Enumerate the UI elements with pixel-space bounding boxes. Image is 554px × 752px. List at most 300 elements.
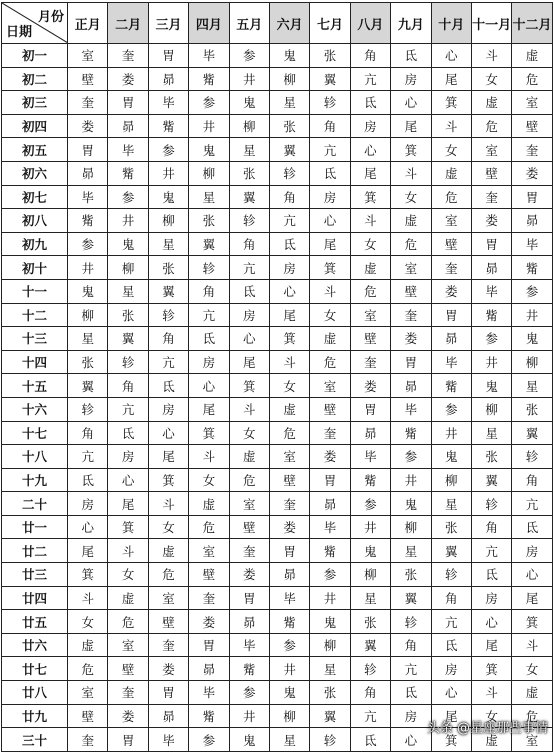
mansion-cell: 女 (512, 657, 552, 681)
table-row (2, 44, 553, 68)
mansion-cell: 心 (431, 44, 471, 68)
mansion-cell: 亢 (229, 256, 269, 280)
mansion-cell: 胃 (512, 185, 552, 209)
mansion-cell: 亢 (310, 138, 350, 162)
mansion-cell: 翼 (108, 327, 148, 351)
mansion-cell: 张 (310, 681, 350, 705)
day-label: 廿一 (2, 515, 68, 539)
mansion-cell: 角 (148, 327, 188, 351)
mansion-cell: 井 (189, 114, 229, 138)
mansion-cell: 房 (431, 657, 471, 681)
table-row (2, 374, 553, 398)
mansion-cell: 昴 (108, 114, 148, 138)
day-label: 初七 (2, 185, 68, 209)
mansion-cell: 箕 (189, 421, 229, 445)
mansion-cell: 参 (512, 279, 552, 303)
mansion-cell: 井 (350, 515, 390, 539)
month-header: 八月 (350, 3, 390, 44)
mansion-cell: 壁 (108, 657, 148, 681)
mansion-cell: 室 (350, 303, 390, 327)
mansion-cell: 柳 (108, 256, 148, 280)
mansion-cell: 房 (68, 492, 108, 516)
mansion-cell: 斗 (148, 492, 188, 516)
mansion-cell: 心 (68, 515, 108, 539)
table-row (2, 91, 553, 115)
mansion-cell: 氐 (350, 728, 390, 752)
mansion-cell: 参 (431, 397, 471, 421)
mansion-cell: 昴 (350, 421, 390, 445)
mansion-cell: 柳 (350, 563, 390, 587)
mansion-cell: 氐 (350, 91, 390, 115)
mansion-cell: 觜 (350, 468, 390, 492)
mansion-cell: 参 (189, 728, 229, 752)
mansion-cell: 参 (391, 445, 431, 469)
mansion-cell: 觜 (189, 67, 229, 91)
mansion-cell: 娄 (310, 445, 350, 469)
mansion-cell: 箕 (431, 728, 471, 752)
mansion-cell: 壁 (512, 114, 552, 138)
mansion-cell: 胃 (350, 397, 390, 421)
mansion-cell: 角 (108, 374, 148, 398)
mansion-cell: 危 (471, 114, 511, 138)
mansion-cell: 虚 (431, 161, 471, 185)
mansion-cell: 虚 (512, 44, 552, 68)
mansion-cell: 参 (108, 185, 148, 209)
mansion-cell: 角 (431, 586, 471, 610)
mansion-cell: 鬼 (269, 681, 309, 705)
mansion-cell: 亢 (68, 445, 108, 469)
mansion-cell: 危 (269, 421, 309, 445)
mansion-cell: 昴 (229, 610, 269, 634)
mansion-cell: 危 (512, 704, 552, 728)
mansion-cell: 氐 (269, 232, 309, 256)
mansion-cell: 亢 (471, 539, 511, 563)
mansion-cell: 井 (229, 67, 269, 91)
table-row (2, 209, 553, 233)
watermark: 头条 @星座那些事情 (426, 721, 548, 736)
mansion-cell: 角 (269, 185, 309, 209)
mansion-cell: 亢 (350, 704, 390, 728)
mansion-cell: 胃 (471, 232, 511, 256)
day-label: 十八 (2, 445, 68, 469)
table-row (2, 633, 553, 657)
table-row (2, 492, 553, 516)
mansion-cell: 尾 (431, 704, 471, 728)
mansion-cell: 房 (391, 67, 431, 91)
mansion-cell: 张 (391, 563, 431, 587)
mansion-cell: 氐 (68, 468, 108, 492)
day-label: 十四 (2, 350, 68, 374)
mansion-cell: 井 (269, 657, 309, 681)
mansion-cell: 虚 (68, 633, 108, 657)
day-label: 初八 (2, 209, 68, 233)
mansion-cell: 室 (512, 728, 552, 752)
mansion-cell: 张 (148, 256, 188, 280)
month-header: 十二月 (512, 3, 552, 44)
mansion-cell: 虚 (471, 91, 511, 115)
mansion-cell: 女 (189, 468, 229, 492)
mansion-cell: 参 (471, 327, 511, 351)
mansion-cell: 虚 (471, 728, 511, 752)
mansion-cell: 危 (68, 657, 108, 681)
mansion-cell: 轸 (350, 657, 390, 681)
table-row (2, 327, 553, 351)
mansion-cell: 虚 (269, 397, 309, 421)
day-label: 廿六 (2, 633, 68, 657)
mansion-cell: 心 (391, 91, 431, 115)
mansion-cell: 女 (350, 232, 390, 256)
mansion-cell: 房 (310, 185, 350, 209)
mansion-cell: 翼 (391, 586, 431, 610)
mansion-cell: 尾 (310, 232, 350, 256)
mansion-cell: 毕 (512, 232, 552, 256)
mansion-cell: 心 (310, 209, 350, 233)
mansion-cell: 胃 (148, 44, 188, 68)
month-header: 四月 (189, 3, 229, 44)
mansion-cell: 奎 (391, 303, 431, 327)
mansion-cell: 壁 (471, 161, 511, 185)
day-label: 初一 (2, 44, 68, 68)
table-row (2, 185, 553, 209)
table-row (2, 350, 553, 374)
mansion-cell: 奎 (189, 586, 229, 610)
table-row (2, 303, 553, 327)
mansion-cell: 柳 (391, 515, 431, 539)
mansion-cell: 斗 (471, 681, 511, 705)
mansion-cell: 虚 (350, 256, 390, 280)
mansion-cell: 星 (391, 539, 431, 563)
mansion-cell: 星 (310, 657, 350, 681)
mansion-cell: 毕 (431, 350, 471, 374)
mansion-cell: 井 (229, 704, 269, 728)
mansion-cell: 奎 (68, 728, 108, 752)
table-row (2, 421, 553, 445)
mansion-cell: 星 (68, 327, 108, 351)
mansion-cell: 柳 (189, 161, 229, 185)
mansion-cell: 箕 (512, 610, 552, 634)
mansion-cell: 胃 (148, 681, 188, 705)
mansion-cell: 壁 (229, 515, 269, 539)
mansion-cell: 鬼 (148, 185, 188, 209)
mansion-cell: 斗 (350, 209, 390, 233)
day-label: 廿七 (2, 657, 68, 681)
mansion-cell: 翼 (431, 539, 471, 563)
mansion-cell: 轸 (310, 728, 350, 752)
mansion-cell: 轸 (229, 209, 269, 233)
mansion-cell: 虚 (108, 586, 148, 610)
mansion-cell: 星 (229, 138, 269, 162)
mansion-cell: 氐 (189, 327, 229, 351)
mansion-cell: 壁 (68, 67, 108, 91)
day-label: 廿八 (2, 681, 68, 705)
day-label: 十二 (2, 303, 68, 327)
mansion-cell: 心 (148, 421, 188, 445)
mansion-cell: 柳 (68, 303, 108, 327)
mansion-cell: 角 (310, 114, 350, 138)
mansion-cell: 奎 (350, 350, 390, 374)
mansion-cell: 毕 (471, 279, 511, 303)
table-row (2, 515, 553, 539)
mansion-cell: 箕 (310, 256, 350, 280)
day-label: 十六 (2, 397, 68, 421)
mansion-cell: 觜 (189, 704, 229, 728)
table-row (2, 610, 553, 634)
mansion-cell: 危 (229, 468, 269, 492)
day-label: 廿三 (2, 563, 68, 587)
mansion-cell: 张 (512, 397, 552, 421)
mansion-cell: 鬼 (68, 279, 108, 303)
mansion-cell: 虚 (148, 539, 188, 563)
mansion-cell: 虚 (391, 209, 431, 233)
mansion-cell: 昴 (189, 657, 229, 681)
mansion-cell: 尾 (269, 303, 309, 327)
mansion-cell: 箕 (391, 138, 431, 162)
table-row (2, 232, 553, 256)
mansion-cell: 星 (189, 185, 229, 209)
day-label: 廿二 (2, 539, 68, 563)
mansion-cell: 胃 (431, 303, 471, 327)
mansion-cell: 氐 (471, 563, 511, 587)
mansion-cell: 女 (108, 563, 148, 587)
mansion-cell: 翼 (148, 279, 188, 303)
table-body (2, 44, 553, 752)
month-header: 七月 (310, 3, 350, 44)
mansion-cell: 翼 (189, 232, 229, 256)
mansion-cell: 壁 (189, 563, 229, 587)
mansion-cell: 毕 (68, 185, 108, 209)
mansion-cell: 氐 (431, 633, 471, 657)
table-row (2, 397, 553, 421)
day-label: 二十 (2, 492, 68, 516)
day-label: 廿四 (2, 586, 68, 610)
mansion-cell: 张 (431, 515, 471, 539)
table-row (2, 138, 553, 162)
day-label: 初三 (2, 91, 68, 115)
mansion-cell: 尾 (350, 161, 390, 185)
mansion-cell: 奎 (108, 44, 148, 68)
mansion-cell: 轸 (189, 256, 229, 280)
table-row (2, 468, 553, 492)
corner-cell (2, 3, 68, 44)
mansion-cell: 胃 (310, 468, 350, 492)
table-row (2, 279, 553, 303)
table-row (2, 445, 553, 469)
table-row (2, 67, 553, 91)
mansion-cell: 虚 (310, 327, 350, 351)
table-row (2, 256, 553, 280)
mansion-cell: 鬼 (269, 44, 309, 68)
mansion-cell: 斗 (391, 161, 431, 185)
mansion-cell: 柳 (148, 209, 188, 233)
mansion-cell: 轸 (471, 492, 511, 516)
mansion-cell: 虚 (512, 681, 552, 705)
mansion-cell: 斗 (68, 586, 108, 610)
mansion-cell: 虚 (189, 492, 229, 516)
mansion-cell: 娄 (431, 279, 471, 303)
mansion-cell: 亢 (108, 397, 148, 421)
mansion-cell: 井 (391, 468, 431, 492)
mansion-cell: 昴 (431, 327, 471, 351)
mansion-cell: 胃 (108, 91, 148, 115)
mansion-cell: 奎 (269, 492, 309, 516)
mansion-cell: 星 (148, 232, 188, 256)
mansion-cell: 鬼 (391, 492, 431, 516)
mansion-cell: 女 (310, 303, 350, 327)
mansion-cell: 氐 (108, 421, 148, 445)
mansion-cell: 娄 (148, 657, 188, 681)
month-header: 五月 (229, 3, 269, 44)
mansion-cell: 斗 (269, 350, 309, 374)
mansion-cell: 井 (148, 161, 188, 185)
mansion-cell: 斗 (189, 445, 229, 469)
mansion-cell: 觜 (68, 209, 108, 233)
mansion-cell: 毕 (189, 44, 229, 68)
mansion-cell: 张 (310, 44, 350, 68)
mansion-cell: 尾 (391, 114, 431, 138)
mansion-cell: 心 (350, 138, 390, 162)
mansion-cell: 觜 (431, 374, 471, 398)
mansion-cell: 女 (471, 67, 511, 91)
mansion-cell: 奎 (68, 91, 108, 115)
mansion-cell: 女 (148, 515, 188, 539)
mansion-cell: 轸 (148, 303, 188, 327)
mansion-cell: 张 (471, 445, 511, 469)
day-label: 初五 (2, 138, 68, 162)
mansion-cell: 尾 (148, 445, 188, 469)
mansion-cell: 胃 (68, 138, 108, 162)
mansion-cell: 角 (189, 279, 229, 303)
mansion-cell: 亢 (189, 303, 229, 327)
mansion-cell: 房 (269, 256, 309, 280)
mansion-cell: 女 (229, 421, 269, 445)
mansion-cell: 觜 (471, 303, 511, 327)
mansion-cell: 翼 (269, 138, 309, 162)
mansion-cell: 胃 (391, 350, 431, 374)
mansion-cell: 鬼 (108, 232, 148, 256)
mansion-cell: 箕 (269, 327, 309, 351)
mansion-cell: 角 (471, 515, 511, 539)
mansion-cell: 危 (391, 232, 431, 256)
mansion-cell: 觜 (391, 421, 431, 445)
mansion-cell: 室 (269, 445, 309, 469)
mansion-cell: 危 (350, 279, 390, 303)
mansion-cell: 室 (431, 209, 471, 233)
mansion-cell: 女 (431, 138, 471, 162)
mansion-cell: 箕 (229, 374, 269, 398)
mansion-cell: 心 (229, 327, 269, 351)
mansion-cell: 鬼 (310, 610, 350, 634)
mansion-cell: 参 (229, 681, 269, 705)
month-header: 九月 (391, 3, 431, 44)
day-label: 初四 (2, 114, 68, 138)
mansion-cell: 昴 (269, 563, 309, 587)
mansion-cell: 轸 (108, 350, 148, 374)
mansion-cell: 觜 (148, 114, 188, 138)
mansion-cell: 角 (350, 681, 390, 705)
mansion-cell: 张 (229, 161, 269, 185)
header-row (2, 3, 553, 44)
mansion-cell: 壁 (269, 468, 309, 492)
mansion-cell: 张 (108, 303, 148, 327)
day-label: 十一 (2, 279, 68, 303)
mansion-cell: 室 (189, 539, 229, 563)
table-row (2, 563, 553, 587)
mansion-cell: 壁 (68, 704, 108, 728)
mansion-cell: 觜 (269, 610, 309, 634)
mansion-cell: 井 (68, 256, 108, 280)
mansion-cell: 房 (391, 704, 431, 728)
mansion-cell: 翼 (350, 633, 390, 657)
month-header: 六月 (269, 3, 309, 44)
mansion-cell: 室 (229, 492, 269, 516)
mansion-cell: 井 (108, 209, 148, 233)
mansion-cell: 箕 (350, 185, 390, 209)
mansion-cell: 斗 (310, 279, 350, 303)
mansion-cell: 女 (391, 185, 431, 209)
mansion-cell: 氐 (148, 374, 188, 398)
mansion-cell: 房 (148, 397, 188, 421)
table-row (2, 657, 553, 681)
mansion-cell: 尾 (431, 67, 471, 91)
mansion-cell: 娄 (269, 515, 309, 539)
month-header: 十月 (431, 3, 471, 44)
mansion-cell: 星 (269, 728, 309, 752)
corner-day-label: 日期 (6, 25, 33, 40)
mansion-cell: 娄 (471, 209, 511, 233)
mansion-cell: 毕 (189, 681, 229, 705)
mansion-cell: 参 (310, 563, 350, 587)
mansion-cell: 危 (310, 350, 350, 374)
mansion-cell: 娄 (189, 610, 229, 634)
mansion-cell: 觜 (310, 539, 350, 563)
lunar-mansion-table (1, 2, 553, 752)
mansion-cell: 昴 (148, 704, 188, 728)
month-header: 三月 (148, 3, 188, 44)
mansion-cell: 氐 (391, 681, 431, 705)
mansion-cell: 奎 (108, 681, 148, 705)
mansion-cell: 危 (189, 515, 229, 539)
mansion-cell: 翼 (471, 468, 511, 492)
mansion-cell: 壁 (391, 279, 431, 303)
mansion-cell: 鬼 (229, 91, 269, 115)
mansion-cell: 尾 (189, 397, 229, 421)
mansion-cell: 角 (229, 232, 269, 256)
mansion-cell: 昴 (471, 256, 511, 280)
mansion-cell: 星 (350, 586, 390, 610)
mansion-cell: 井 (471, 350, 511, 374)
mansion-cell: 氐 (229, 279, 269, 303)
mansion-cell: 斗 (471, 44, 511, 68)
mansion-cell: 柳 (512, 350, 552, 374)
mansion-cell: 亢 (391, 657, 431, 681)
mansion-cell: 翼 (310, 67, 350, 91)
mansion-cell: 胃 (189, 633, 229, 657)
mansion-cell: 心 (431, 681, 471, 705)
mansion-cell: 箕 (148, 468, 188, 492)
mansion-cell: 心 (391, 728, 431, 752)
mansion-cell: 心 (108, 468, 148, 492)
mansion-cell: 奎 (471, 185, 511, 209)
mansion-cell: 毕 (391, 397, 431, 421)
mansion-cell: 角 (391, 633, 431, 657)
mansion-cell: 室 (391, 256, 431, 280)
mansion-cell: 箕 (108, 515, 148, 539)
mansion-cell: 柳 (269, 704, 309, 728)
mansion-cell: 鬼 (229, 728, 269, 752)
mansion-cell: 井 (310, 586, 350, 610)
mansion-cell: 亢 (350, 67, 390, 91)
mansion-cell: 柳 (269, 67, 309, 91)
